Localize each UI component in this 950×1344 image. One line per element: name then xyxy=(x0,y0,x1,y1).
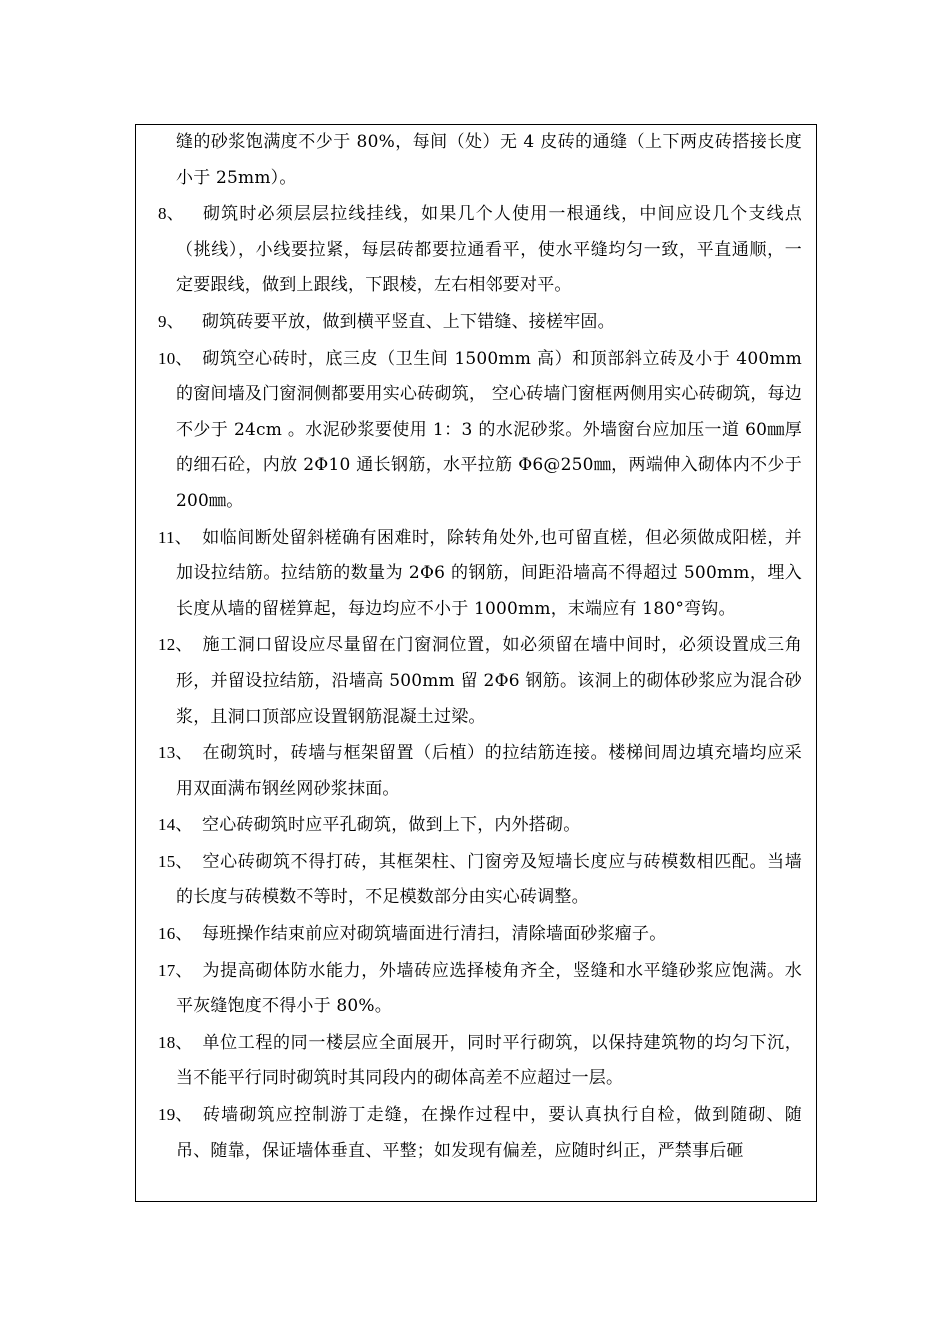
list-item-17 xyxy=(158,953,802,1025)
list-item-8 xyxy=(158,196,802,304)
item-number: 15、 xyxy=(158,851,193,871)
item-number: 12、 xyxy=(158,635,193,655)
list-item-continuation xyxy=(158,125,802,196)
item-number: 16、 xyxy=(158,924,193,944)
item-number: 17、 xyxy=(158,960,193,980)
item-number: 9、 xyxy=(158,311,184,331)
item-text: 在砌筑时，砖墙与框架留置（后植）的拉结筋连接。楼梯间周边填充墙均应采用双面满布钢丝网砂浆抹面。 xyxy=(176,743,802,799)
item-text: 单位工程的同一楼层应全面展开，同时平行砌筑，以保持建筑物的均匀下沉，当不能平行同时砌筑时其同段内的砌体高差不应超过一层。 xyxy=(176,1032,802,1089)
item-text: 每班操作结束前应对砌筑墙面进行清扫，清除墙面砂浆瘤子。 xyxy=(202,924,667,945)
list-item-16 xyxy=(158,916,802,953)
item-text: 空心砖砌筑时应平孔砌筑，做到上下，内外搭砌。 xyxy=(202,815,581,836)
item-number: 19、 xyxy=(158,1105,193,1125)
item-number: 10、 xyxy=(158,348,193,368)
item-text: 为提高砌体防水能力，外墙砖应选择棱角齐全，竖缝和水平缝砂浆应饱满。水平灰缝饱度不得小于 80%。 xyxy=(176,960,802,1017)
item-text: 砌筑时必须层层拉线挂线，如果几个人使用一根通线，中间应设几个支线点（挑线），小线要拉紧，每层砖都要拉通看平，使水平缝均匀一致，平直通顺，一定要跟线，做到上跟线，下跟棱，左右相邻要对平。 xyxy=(176,204,802,296)
list-item-13 xyxy=(158,735,802,807)
list-item-10 xyxy=(158,341,802,520)
list-item-14 xyxy=(158,807,802,844)
list-item-11 xyxy=(158,520,802,628)
item-number: 8、 xyxy=(158,204,184,224)
list-item-19 xyxy=(158,1097,802,1169)
item-text: 施工洞口留设应尽量留在门窗洞位置，如必须留在墙中间时，必须设置成三角形，并留设拉结筋，沿墙高 500mm 留 2Φ6 钢筋。该洞上的砌体砂浆应为混合砂浆，且洞口顶部应设置钢筋混凝土过梁。 xyxy=(176,635,802,727)
item-text: 砌筑砖要平放，做到横平竖直、上下错缝、接槎牢固。 xyxy=(202,311,615,332)
list-item-18 xyxy=(158,1025,802,1097)
list-item-12 xyxy=(158,627,802,735)
item-number: 18、 xyxy=(158,1032,193,1052)
item-text: 砌筑空心砖时，底三皮（卫生间 1500mm 高）和顶部斜立砖及小于 400mm 的窗间墙及门窗洞侧都要用实心砖砌筑， 空心砖墙门窗框两侧用实心砖砌筑，每边不少于 24cm 。水泥砂浆要使用 1：3 的水泥砂浆。外墙窗台应加压一道 60㎜厚的细石砼，内放 2Φ10 通长钢筋，水平拉筋 Φ6@250㎜，两端伸入砌体内不少于 200㎜。 xyxy=(176,348,802,511)
construction-spec-list xyxy=(136,125,816,1169)
item-number: 11、 xyxy=(158,527,192,547)
item-text: 砖墙砌筑应控制游丁走缝，在操作过程中，要认真执行自检，做到随砌、随吊、随靠，保证墙体垂直、平整；如发现有偏差，应随时纠正，严禁事后砸 xyxy=(176,1105,802,1161)
list-item-9 xyxy=(158,304,802,341)
item-number: 14、 xyxy=(158,815,193,835)
content-table-cell xyxy=(135,124,817,1202)
list-item-15 xyxy=(158,844,802,916)
item-text: 空心砖砌筑不得打砖，其框架柱、门窗旁及短墙长度应与砖模数相匹配。当墙的长度与砖模数不等时，不足模数部分由实心砖调整。 xyxy=(176,851,802,908)
item-number: 13、 xyxy=(158,743,193,763)
item-text: 如临间断处留斜槎确有困难时，除转角处外,也可留直槎，但必须做成阳槎，并加设拉结筋。拉结筋的数量为 2Φ6 的钢筋，间距沿墙高不得超过 500mm，埋入长度从墙的留槎算起，每边均应不小于 1000mm，末端应有 180°弯钩。 xyxy=(176,527,802,619)
item-text: 缝的砂浆饱满度不少于 80%，每间（处）无 4 皮砖的通缝（上下两皮砖搭接长度小于 25mm）。 xyxy=(176,132,802,188)
